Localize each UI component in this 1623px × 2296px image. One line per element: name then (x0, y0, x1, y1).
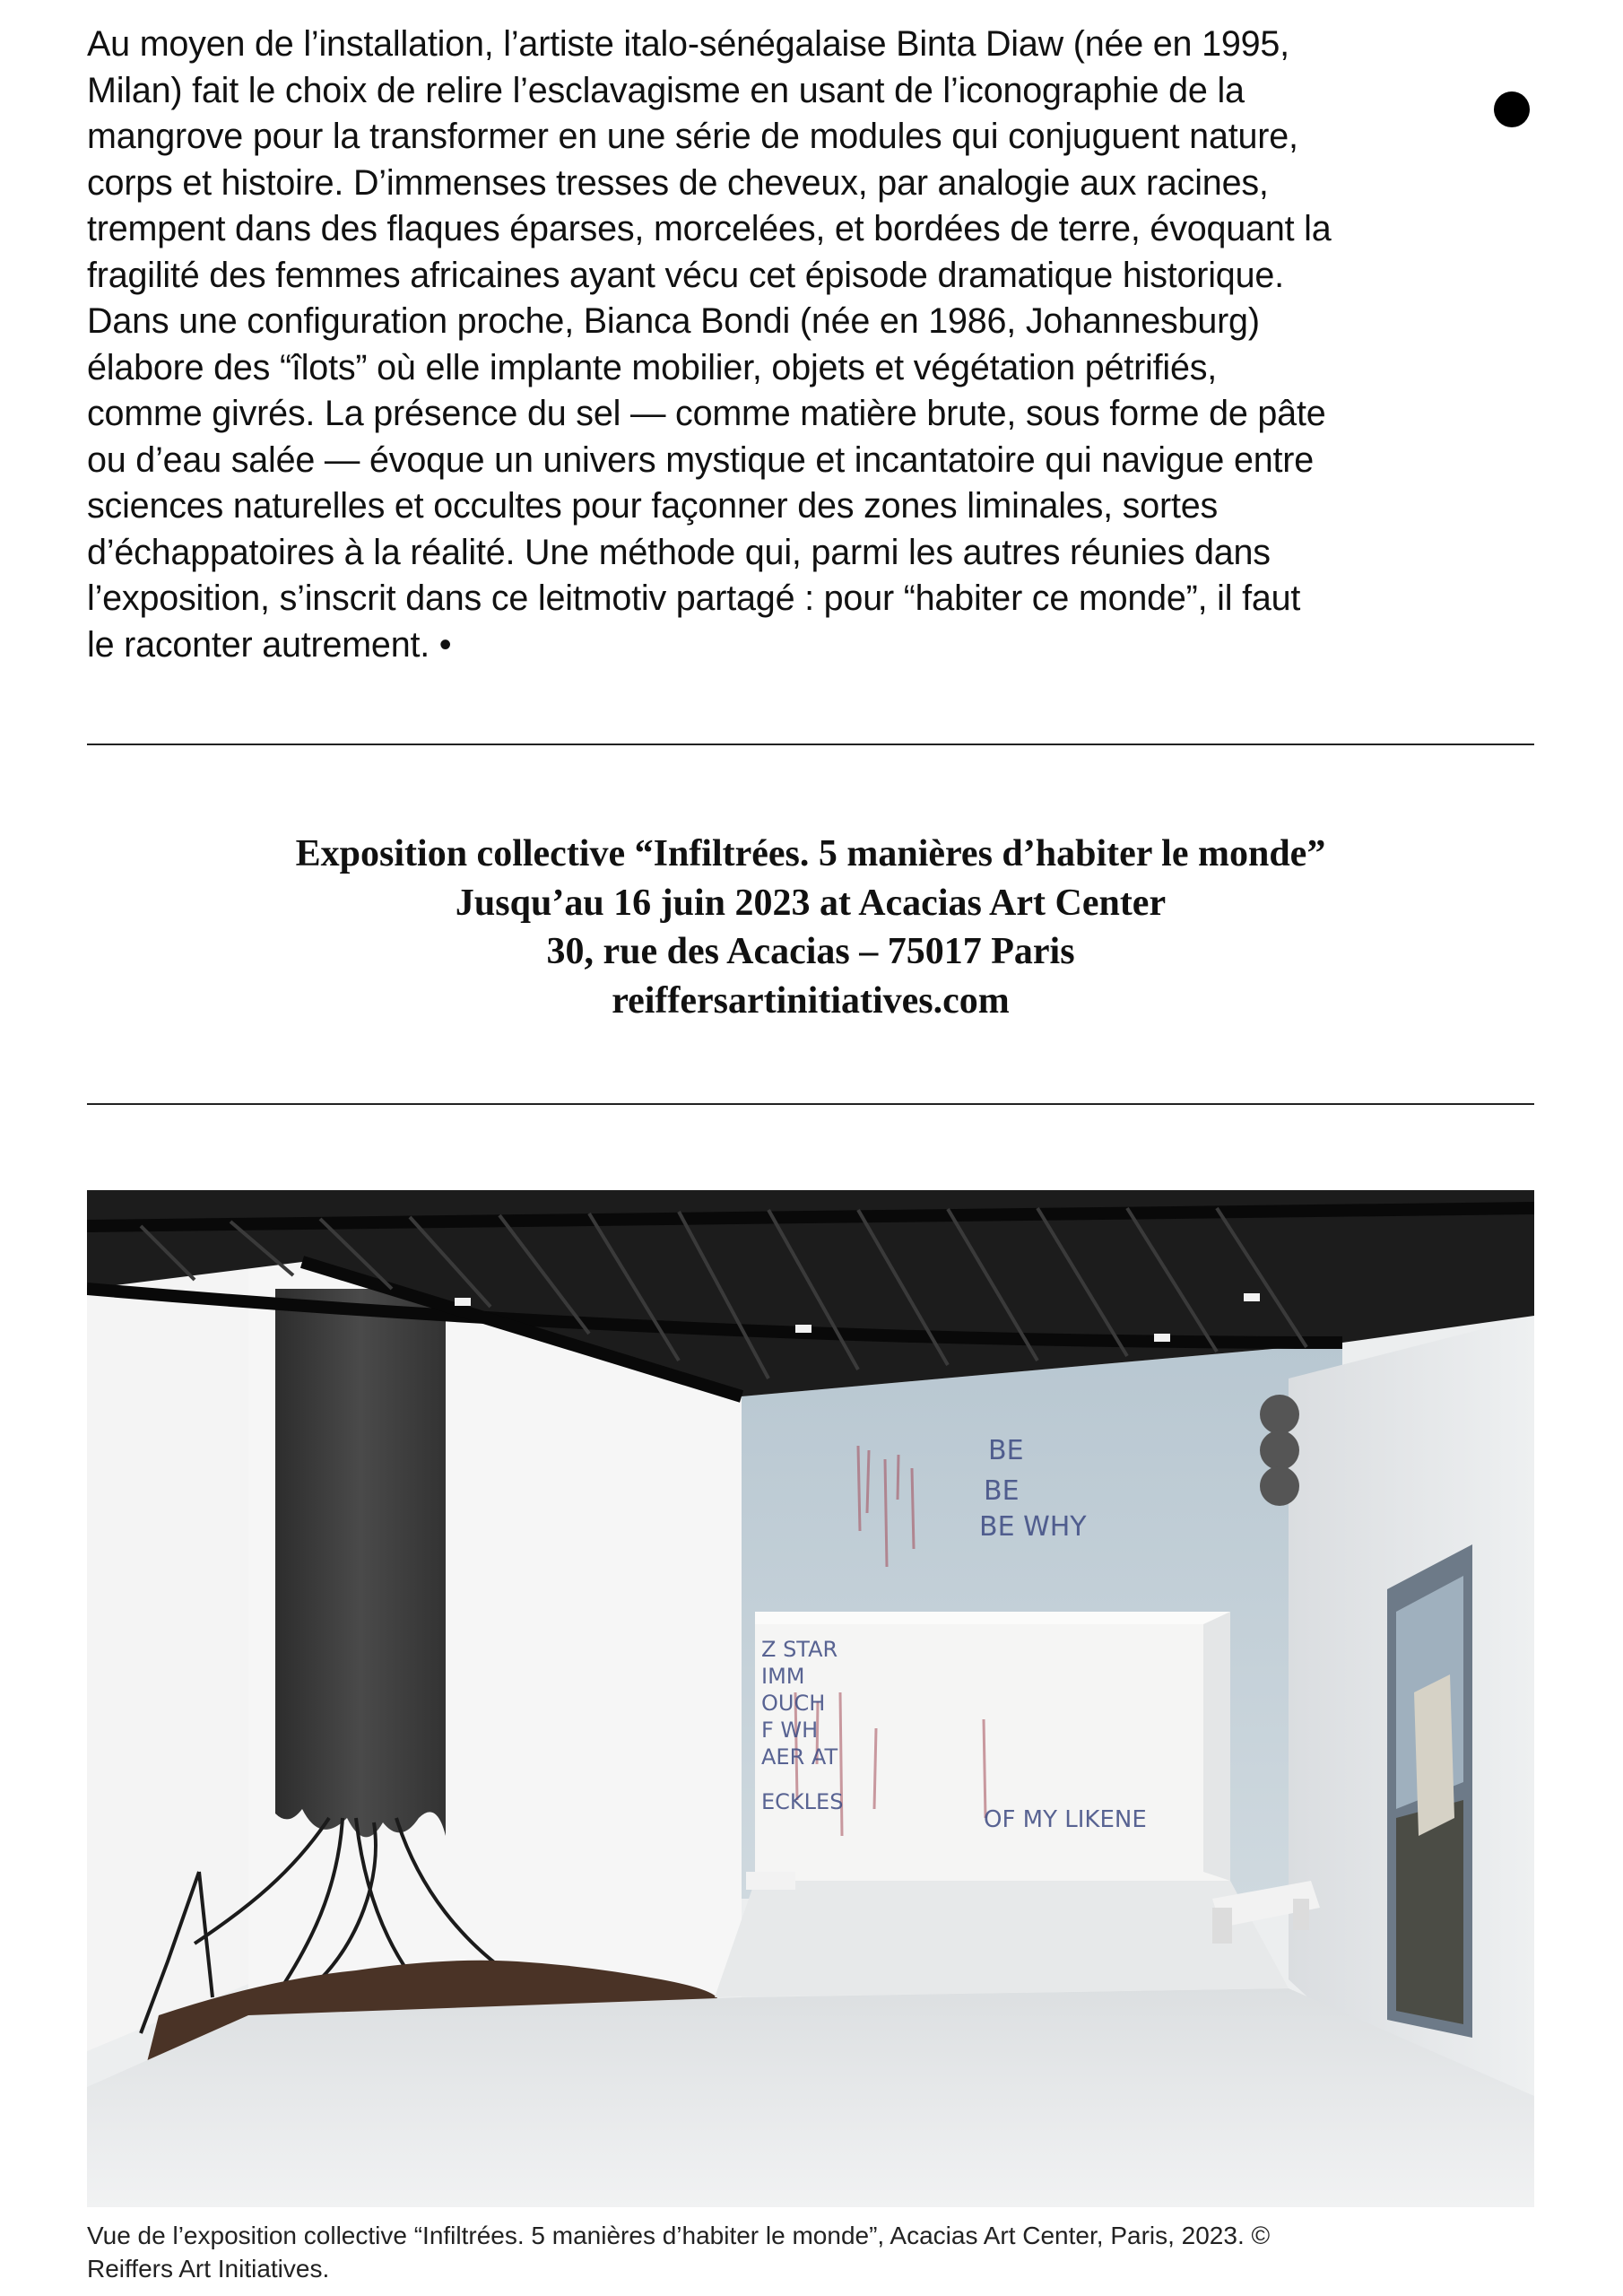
duct (1260, 1395, 1299, 1506)
body-line: Dans une configuration proche, Bianca Bondi (née en 1986, Johannesburg) (87, 301, 1260, 341)
top-divider (87, 744, 1534, 745)
body-line: Au moyen de l’installation, l’artiste italo-sénégalaise Binta Diaw (née en 1995, (87, 24, 1289, 64)
body-line: d’échappatoires à la réalité. Une méthode qui, parmi les autres réunies dans (87, 532, 1271, 572)
wall-text-left-5: AER AT (761, 1744, 838, 1770)
wall-text-be-why: BE WHY (979, 1511, 1087, 1543)
photo-caption (87, 2219, 1575, 2285)
body-line: le raconter autrement. • (87, 624, 452, 665)
body-line: corps et histoire. D’immenses tresses de cheveux, par analogie aux racines, (87, 162, 1269, 203)
exhibition-photo (87, 1190, 1534, 2207)
wall-text-left-1: Z STAR (761, 1637, 838, 1662)
exhibition-title: Exposition collective “Infiltrées. 5 manières d’habiter le monde” (295, 833, 1326, 874)
black-dot-marker (1494, 91, 1530, 127)
exhibition-website: reiffersartinitiatives.com (612, 979, 1010, 1022)
wall-text-left-4: F WH (761, 1718, 819, 1743)
body-line: trempent dans des flaques éparses, morcelées, et bordées de terre, évoquant la (87, 209, 1332, 248)
caption-line: Vue de l’exposition collective “Infiltrées. 5 manières d’habiter le monde”, Acacias Art Center, Paris, 2023. © (87, 2222, 1271, 2249)
body-line: ou d’eau salée — évoque un univers mystique et incantatoire qui navigue entre (87, 439, 1314, 480)
body-line: Milan) fait le choix de relire l’esclavagisme en usant de l’iconographie de la (87, 70, 1245, 110)
body-line: fragilité des femmes africaines ayant vécu cet épisode dramatique historique. (87, 255, 1284, 295)
wall-text-left-3: OUCH (761, 1691, 826, 1716)
body-line: mangrove pour la transformer en une série de modules qui conjuguent nature, (87, 117, 1298, 156)
body-line: comme givrés. La présence du sel — comme matière brute, sous forme de pâte (87, 394, 1326, 433)
floor (87, 1988, 1534, 2207)
wall-text-be-1: BE (988, 1435, 1024, 1466)
wall-text-likeness: OF MY LIKENE (984, 1806, 1147, 1833)
bottom-divider (87, 1103, 1534, 1105)
body-line: sciences naturelles et occultes pour façonner des zones liminales, sortes (87, 486, 1219, 526)
exhibition-info (87, 830, 1534, 1025)
caption-line: Reiffers Art Initiatives. (87, 2255, 330, 2283)
article-body (87, 22, 1540, 668)
exhibition-address: 30, rue des Acacias – 75017 Paris (546, 931, 1075, 972)
body-line: l’exposition, s’inscrit dans ce leitmotiv partagé : pour “habiter ce monde”, il faut (87, 578, 1301, 618)
hanging-braids (275, 1289, 446, 1837)
wall-text-left-6: ECKLES (761, 1789, 844, 1814)
wall-text-be-2: BE (984, 1475, 1020, 1507)
wall-text-left-2: IMM (761, 1664, 805, 1689)
body-line: élabore des “îlots” où elle implante mobilier, objets et végétation pétrifiés, (87, 347, 1218, 387)
exhibition-dates: Jusqu’au 16 juin 2023 at Acacias Art Center (455, 882, 1167, 924)
